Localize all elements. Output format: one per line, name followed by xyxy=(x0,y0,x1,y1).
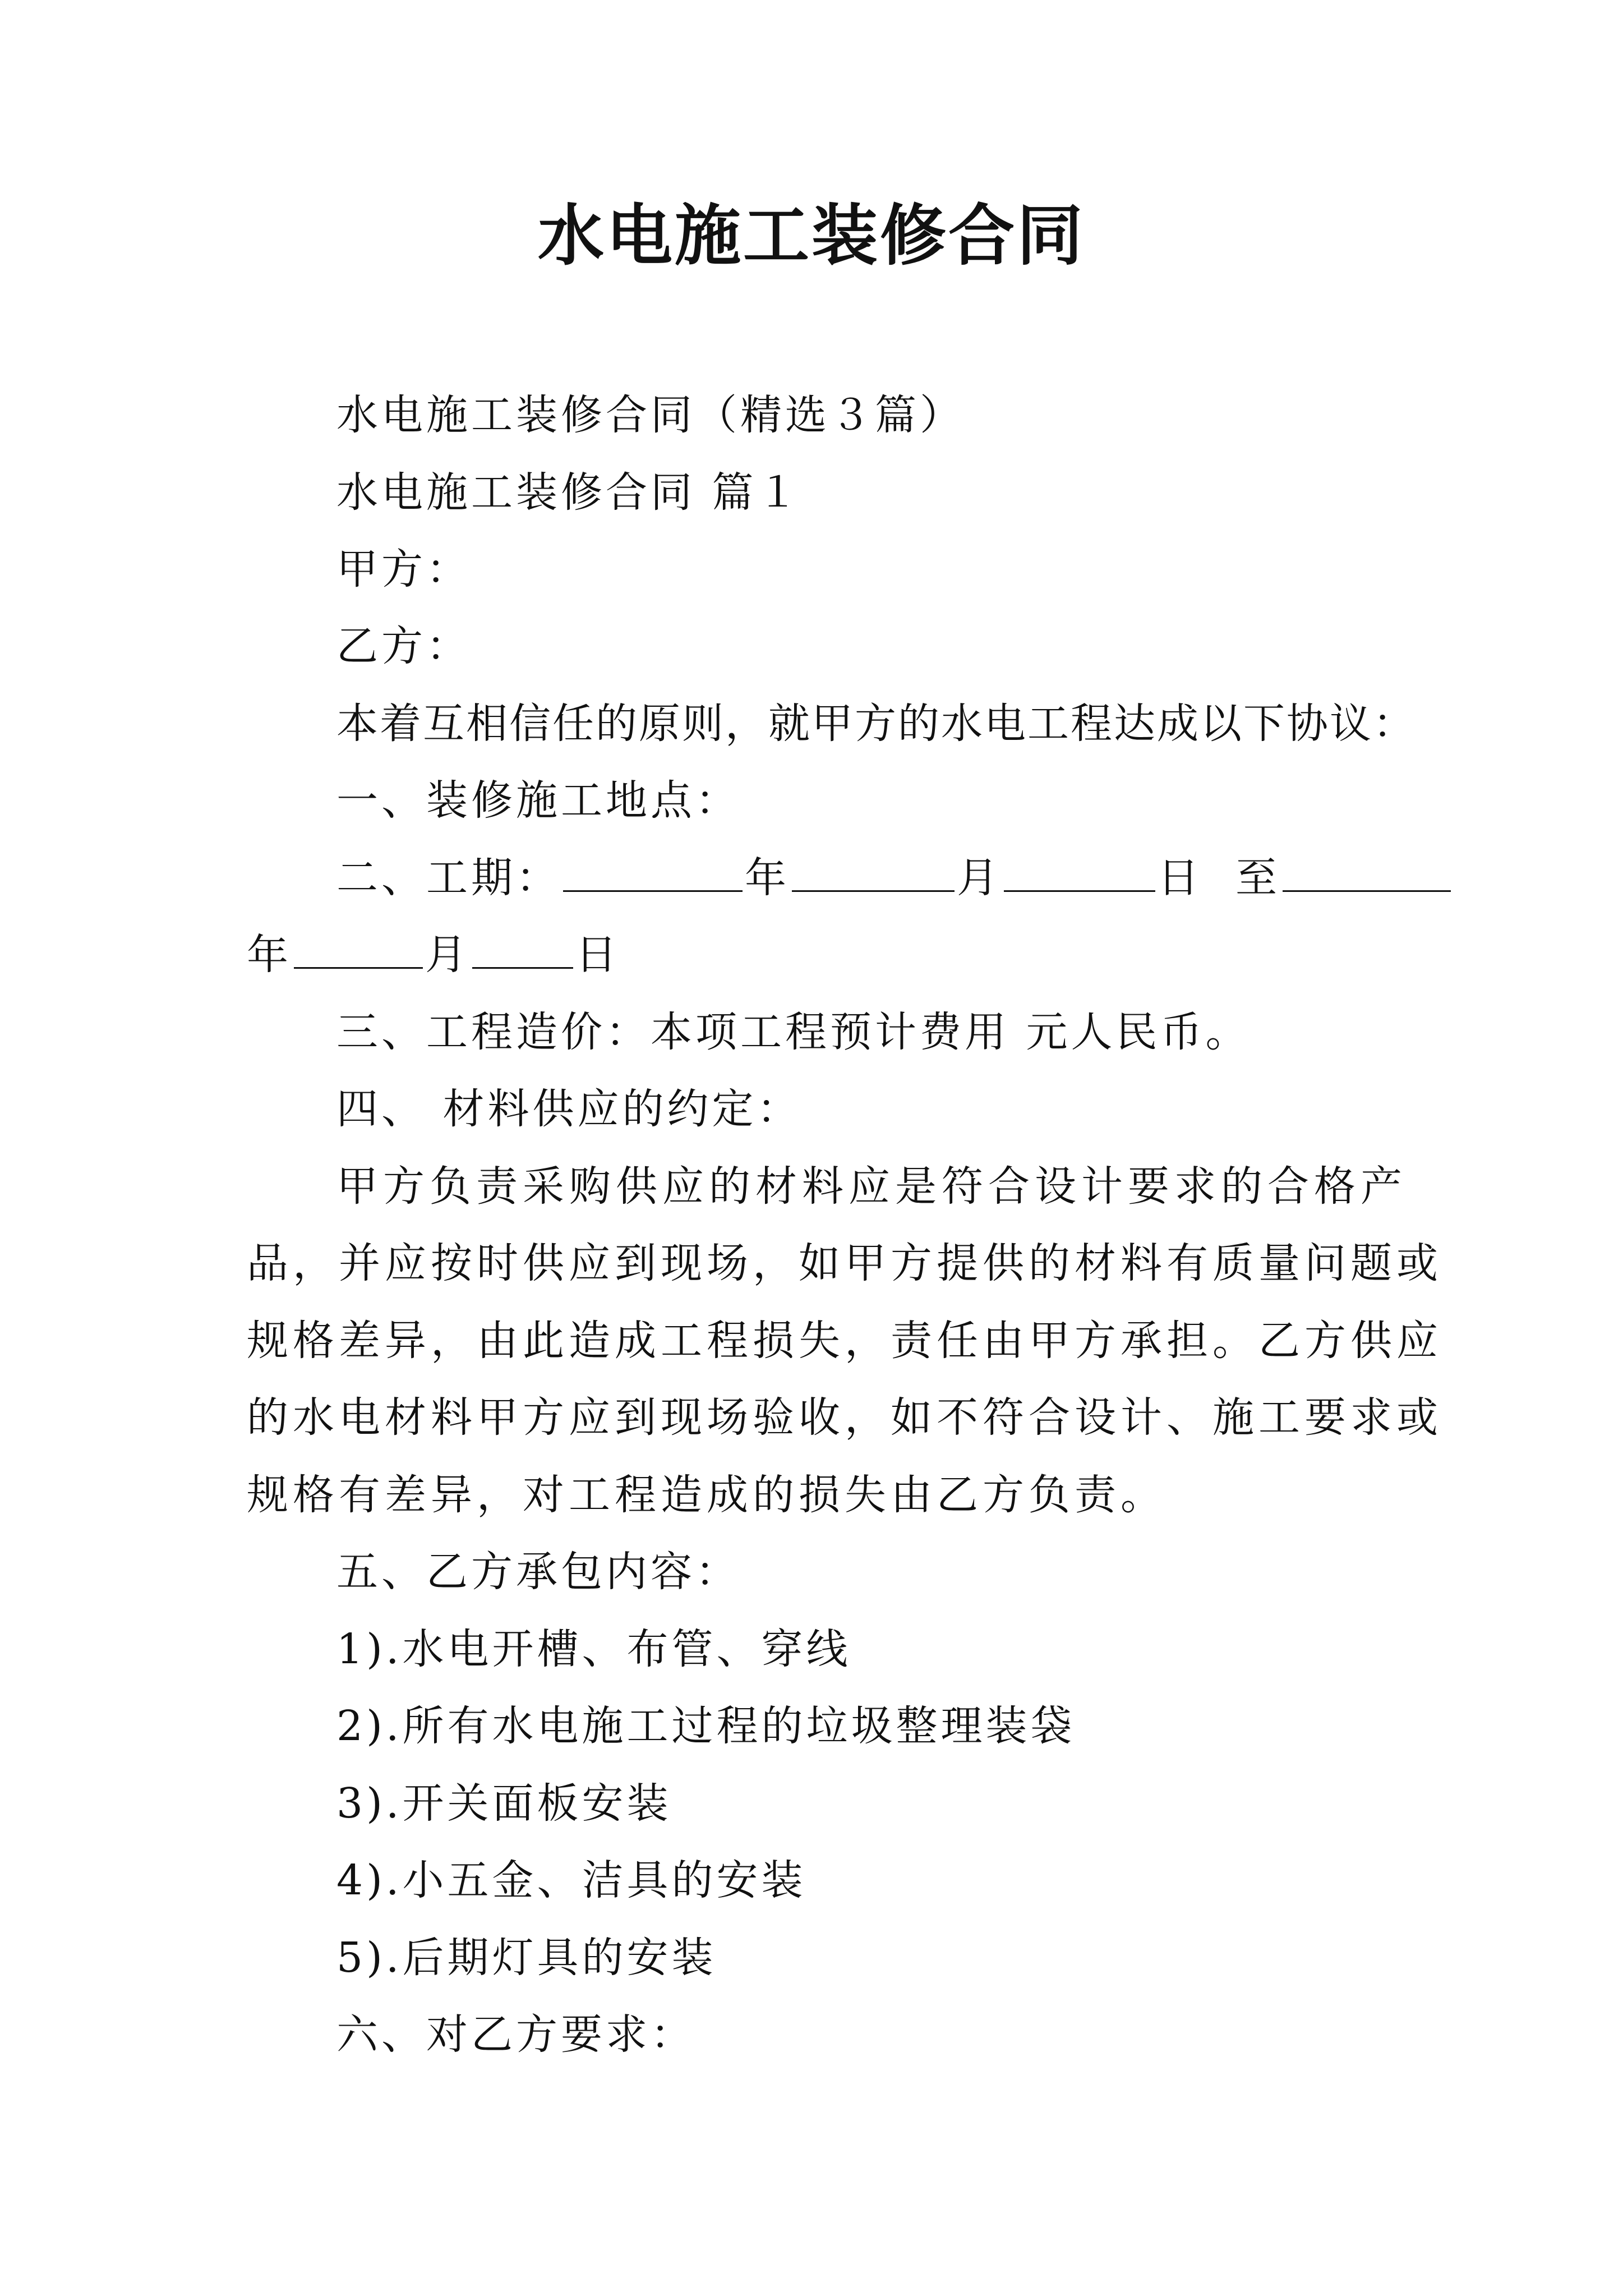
end-day-blank xyxy=(472,928,573,969)
preamble: 本着互相信任的原则，就甲方的水电工程达成以下协议： xyxy=(336,700,1416,748)
party-a-label: 甲方： xyxy=(336,545,471,593)
clause-4-body-line: 品，并应按时供应到现场，如甲方提供的材料有质量问题或 xyxy=(247,1239,1442,1287)
clause-5-item: 1).水电开槽、布管、穿线 xyxy=(336,1625,851,1673)
clause-6: 六、对乙方要求： xyxy=(336,2010,695,2059)
document-title: 水电施工装修合同 xyxy=(537,196,1085,274)
year-blank xyxy=(563,851,743,892)
section-heading: 水电施工装修合同 篇１ xyxy=(336,468,802,517)
clause-5-item: 4).小五金、洁具的安装 xyxy=(336,1856,806,1904)
month-blank xyxy=(792,851,955,892)
clause-3: 三、工程造价：本项工程预计费用 元人民币。 xyxy=(336,1008,1251,1056)
clause-2-label: 二、工期： xyxy=(336,854,561,902)
end-month-blank xyxy=(294,928,423,969)
month-label: 月 xyxy=(957,854,1002,902)
clause-4-body-line: 的水电材料甲方应到现场验收，如不符合设计、施工要求或 xyxy=(247,1393,1442,1442)
party-b-label: 乙方： xyxy=(336,622,471,670)
clause-4-body-line: 规格有差异，对工程造成的损失由乙方负责。 xyxy=(247,1471,1166,1519)
document-subtitle: 水电施工装修合同（精选３篇） xyxy=(336,391,965,439)
clause-2-line-1 xyxy=(336,850,1453,906)
clause-5-item: 5).后期灯具的安装 xyxy=(336,1934,717,1982)
clause-4-body-line: 规格差异，由此造成工程损失，责任由甲方承担。乙方供应 xyxy=(247,1317,1442,1365)
day-label-2: 日 xyxy=(575,931,620,979)
clause-2-line-2 xyxy=(247,927,620,983)
clause-5: 五、乙方承包内容： xyxy=(336,1548,740,1596)
clause-5-item: 2).所有水电施工过程的垃圾整理装袋 xyxy=(336,1702,1076,1750)
clause-4: 四、 材料供应的约定： xyxy=(336,1085,802,1133)
day-blank xyxy=(1004,851,1155,892)
clause-4-body-line: 甲方负责采购供应的材料应是符合设计要求的合格产 xyxy=(336,1162,1407,1211)
to-label: 至 xyxy=(1235,854,1281,902)
month-label-2: 月 xyxy=(425,931,470,979)
end-year-blank xyxy=(1283,851,1451,892)
year-label-2: 年 xyxy=(247,931,292,979)
day-label: 日 xyxy=(1158,854,1202,902)
clause-5-item: 3).开关面板安装 xyxy=(336,1779,672,1828)
year-label: 年 xyxy=(745,854,790,902)
clause-1: 一、装修施工地点： xyxy=(336,776,740,825)
